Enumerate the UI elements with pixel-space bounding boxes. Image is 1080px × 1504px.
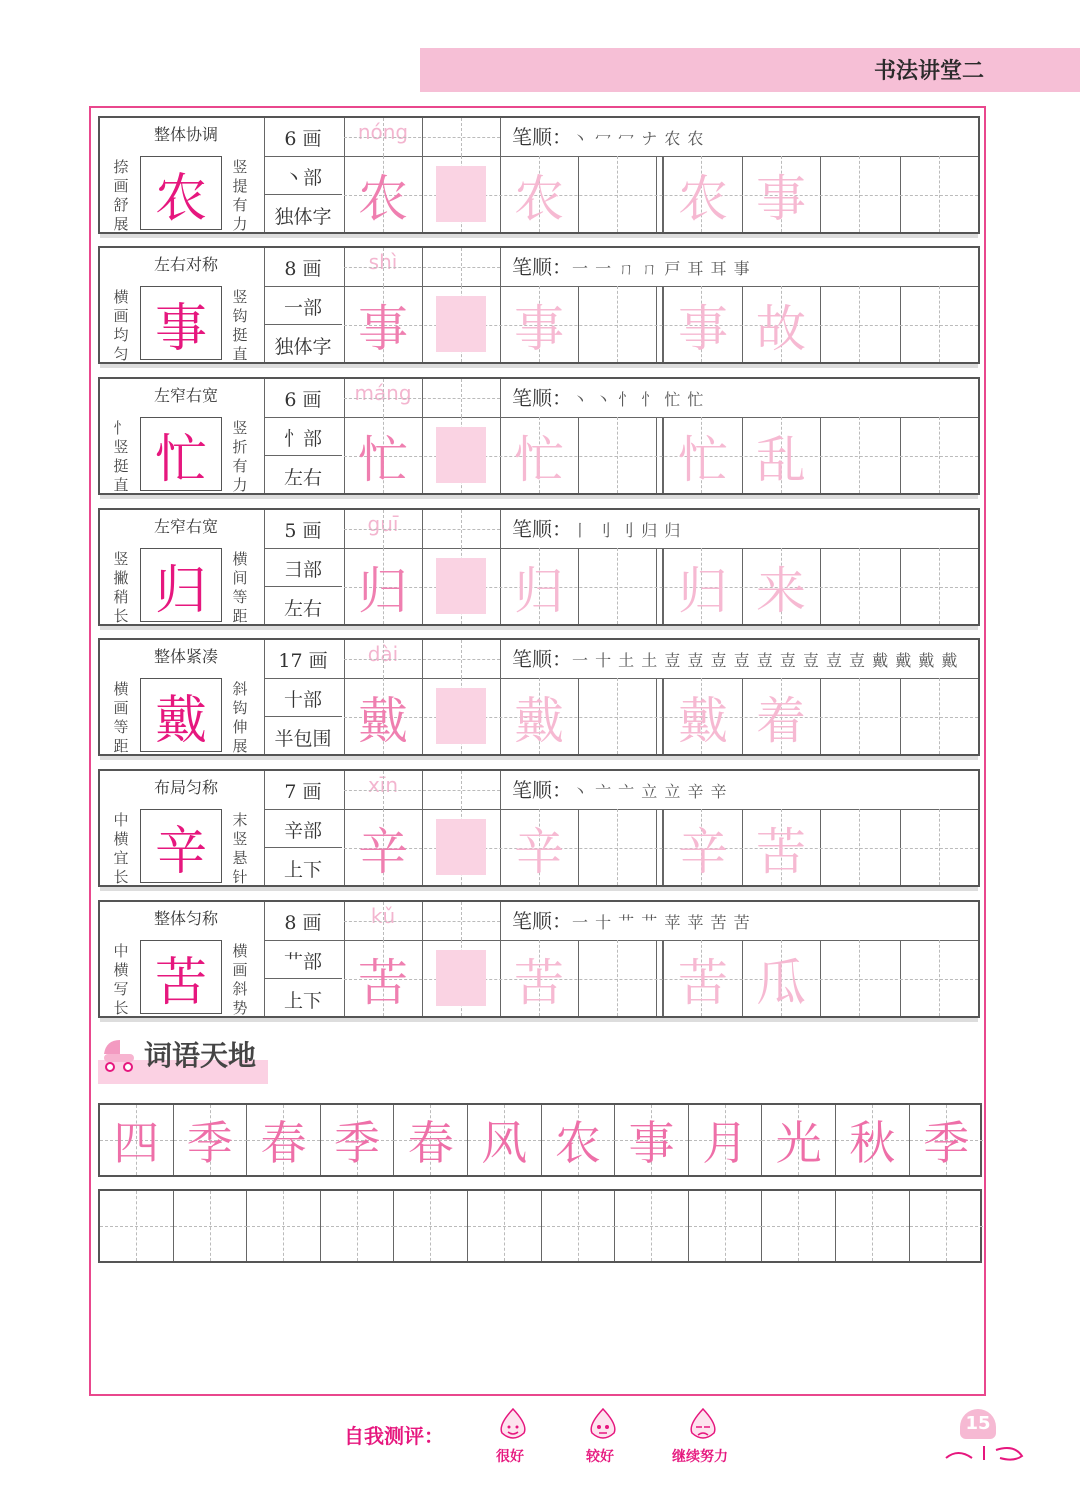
right-tip: 斜钩伸展	[232, 680, 248, 755]
stroke-count: 17 画	[278, 650, 328, 672]
word-char: 秋	[849, 1116, 896, 1170]
char-practice-row	[98, 638, 980, 756]
model-char: 苦	[154, 952, 207, 1013]
page-title: 书法讲堂二	[873, 59, 984, 84]
stroke-order-label: 笔顺：	[512, 386, 572, 410]
stroke-count: 5 画	[284, 520, 322, 542]
radical: 丶部	[283, 167, 322, 189]
radical: 十部	[283, 689, 322, 711]
shape-outline	[436, 296, 486, 352]
left-tip: 捺画舒展	[113, 158, 129, 233]
trace-char-bold: 忙	[358, 431, 408, 489]
rating-good: 较好	[586, 1449, 614, 1465]
pinyin: guī	[367, 512, 399, 536]
pinyin: shì	[368, 250, 398, 274]
smile-drop-icon[interactable]	[494, 1407, 532, 1441]
model-char-box	[140, 809, 222, 883]
trace-char-bold: 苦	[358, 954, 408, 1012]
trace-char: 农	[514, 170, 564, 228]
word-char: 春	[407, 1116, 454, 1170]
model-char-box	[140, 940, 222, 1014]
right-tip: 横画斜势	[232, 942, 248, 1017]
blank-cell[interactable]	[689, 1191, 763, 1261]
trace-char-bold: 辛	[358, 823, 408, 881]
structure: 独体字	[274, 336, 332, 358]
word-char-cell	[468, 1105, 542, 1175]
trace-char: 归	[514, 562, 564, 620]
stroke-order-label: 笔顺：	[512, 909, 572, 933]
stroke-order-label: 笔顺：	[512, 517, 572, 541]
trace-char: 事	[678, 300, 728, 358]
shape-outline	[436, 558, 486, 614]
right-tip: 末竖悬针	[232, 811, 248, 886]
word-char-cell	[394, 1105, 468, 1175]
word-char: 季	[334, 1116, 381, 1170]
left-tip: 忄竖挺直	[113, 419, 129, 494]
structure: 上下	[283, 859, 322, 881]
shape-outline	[436, 819, 486, 875]
trace-word-char: 着	[756, 692, 806, 750]
word-char-cell	[615, 1105, 689, 1175]
trace-word-char: 乱	[756, 431, 806, 489]
blank-cell[interactable]	[910, 1191, 984, 1261]
stroke-order-seq: 丶 亠 亠 立 立 辛 辛	[572, 782, 728, 801]
blank-cell[interactable]	[100, 1191, 174, 1261]
word-char-cell	[247, 1105, 321, 1175]
word-char-cell	[762, 1105, 836, 1175]
grass-decoration	[944, 1440, 1034, 1464]
trace-char-bold: 归	[358, 562, 408, 620]
blank-cell[interactable]	[542, 1191, 616, 1261]
feature-label: 整体匀称	[153, 909, 218, 928]
stroke-order	[512, 513, 681, 542]
word-char: 光	[775, 1116, 822, 1170]
shape-outline	[436, 688, 486, 744]
word-char: 季	[923, 1116, 970, 1170]
blank-cell[interactable]	[762, 1191, 836, 1261]
feature-label: 整体紧凑	[153, 647, 218, 666]
word-char: 季	[186, 1116, 233, 1170]
stroke-count: 7 画	[284, 781, 322, 803]
stroke-order	[512, 774, 728, 803]
stroke-order-seq: 丨 刂 刂 归 归	[572, 521, 682, 540]
char-practice-row	[98, 116, 980, 234]
left-tip: 横画均匀	[113, 288, 129, 363]
stroke-order-seq: 一 十 土 土 壴 壴 壴 壴 壴 壴 壴 壴 壴 戴 戴 戴 戴	[572, 651, 959, 670]
word-char-cell	[100, 1105, 174, 1175]
stroke-count: 8 画	[284, 912, 322, 934]
trace-char: 戴	[678, 692, 728, 750]
radical: 艹部	[283, 951, 322, 973]
word-char: 四	[113, 1116, 160, 1170]
self-eval-label: 自我测评：	[344, 1424, 444, 1448]
feature-label: 左窄右宽	[153, 386, 218, 405]
blank-cell[interactable]	[174, 1191, 248, 1261]
structure: 半包围	[274, 728, 332, 750]
right-tip: 竖折有力	[232, 419, 248, 494]
model-char: 戴	[154, 690, 207, 751]
word-char-cell	[174, 1105, 248, 1175]
model-char-box	[140, 548, 222, 622]
feature-label: 左右对称	[153, 255, 218, 274]
feature-label: 整体协调	[153, 125, 218, 144]
model-char: 忙	[154, 429, 207, 490]
radical: 一部	[283, 297, 322, 319]
blank-cell[interactable]	[321, 1191, 395, 1261]
stroke-order-seq: 丶 冖 冖 ナ 农 农	[572, 129, 705, 148]
char-practice-row	[98, 769, 980, 887]
stroke-order	[512, 251, 751, 280]
structure: 上下	[283, 990, 322, 1012]
trace-char-bold: 农	[358, 170, 408, 228]
left-tip: 中横写长	[113, 942, 129, 1017]
trace-char: 苦	[678, 954, 728, 1012]
pinyin: máng	[354, 381, 412, 405]
pinyin: kǔ	[370, 904, 396, 928]
structure: 独体字	[274, 206, 332, 228]
right-tip: 竖提有力	[232, 158, 248, 233]
blank-cell[interactable]	[247, 1191, 321, 1261]
model-char: 归	[154, 560, 207, 621]
word-char-cell	[542, 1105, 616, 1175]
feature-label: 左窄右宽	[153, 517, 218, 536]
model-char: 辛	[154, 821, 207, 882]
pinyin: nóng	[357, 120, 409, 144]
neutral-drop-icon[interactable]	[584, 1407, 622, 1441]
stroke-count: 6 画	[284, 389, 322, 411]
blank-cell[interactable]	[836, 1191, 910, 1261]
stroke-order-seq: 一 十 艹 艹 苹 苹 苦 苦	[572, 913, 751, 932]
trace-char: 归	[678, 562, 728, 620]
pinyin: dài	[367, 642, 399, 666]
stroke-order-label: 笔顺：	[512, 647, 572, 671]
stroke-order-seq: 一 一 ㄇ ㄇ 戸 耳 耳 事	[572, 259, 751, 278]
model-char: 农	[154, 168, 207, 229]
stroke-order	[512, 382, 704, 411]
sad-drop-icon[interactable]	[684, 1407, 722, 1441]
model-char-box	[140, 417, 222, 491]
trace-word-char: 苦	[756, 823, 806, 881]
header-band	[420, 48, 1080, 92]
left-tip: 横画等距	[113, 680, 129, 755]
word-grid-filled	[98, 1103, 982, 1177]
blank-cell[interactable]	[615, 1191, 689, 1261]
radical: 辛部	[283, 820, 322, 842]
radical: 彐部	[283, 559, 322, 581]
trace-char: 苦	[514, 954, 564, 1012]
trace-char: 农	[678, 170, 728, 228]
trace-char: 忙	[678, 431, 728, 489]
word-char: 月	[702, 1116, 749, 1170]
trace-char: 辛	[678, 823, 728, 881]
stroke-order-seq: 丶 丶 忄 忄 忙 忙	[572, 390, 705, 409]
shape-outline	[436, 427, 486, 483]
word-char: 农	[554, 1116, 601, 1170]
shape-outline	[436, 950, 486, 1006]
shape-outline	[436, 166, 486, 222]
trace-char: 戴	[514, 692, 564, 750]
words-section-title	[100, 1034, 256, 1074]
structure: 左右	[283, 598, 322, 620]
trace-word-char: 瓜	[756, 954, 806, 1012]
left-tip: 竖撇稍长	[113, 550, 129, 625]
right-tip: 竖钩挺直	[232, 288, 248, 363]
stroke-count: 6 画	[284, 128, 322, 150]
stroke-order	[512, 905, 751, 934]
trace-char: 辛	[514, 823, 564, 881]
word-char: 风	[481, 1116, 528, 1170]
stroke-order	[512, 121, 704, 150]
word-char-cell	[836, 1105, 910, 1175]
trace-char-bold: 戴	[358, 692, 408, 750]
stroke-order	[512, 643, 958, 672]
pinyin: xīn	[367, 773, 399, 797]
word-char: 春	[260, 1116, 307, 1170]
model-char-box	[140, 678, 222, 752]
right-tip: 横间等距	[232, 550, 248, 625]
stroke-order-label: 笔顺：	[512, 125, 572, 149]
feature-label: 布局匀称	[153, 778, 218, 797]
trace-word-char: 故	[756, 300, 806, 358]
radical: 忄部	[283, 428, 322, 450]
char-practice-row	[98, 377, 980, 495]
trace-char: 忙	[514, 431, 564, 489]
model-char-box	[140, 286, 222, 360]
trace-char: 事	[514, 300, 564, 358]
page-number: 15	[960, 1409, 996, 1439]
word-char-cell	[321, 1105, 395, 1175]
stroke-count: 8 画	[284, 258, 322, 280]
trace-char-bold: 事	[358, 300, 408, 358]
rating-keep-trying: 继续努力	[672, 1449, 728, 1465]
stroke-order-label: 笔顺：	[512, 255, 572, 279]
structure: 左右	[283, 467, 322, 489]
word-char-cell	[689, 1105, 763, 1175]
trace-word-char: 来	[756, 562, 806, 620]
word-char-cell	[910, 1105, 984, 1175]
word-grid-blank	[98, 1189, 982, 1263]
model-char: 事	[154, 298, 207, 359]
model-char-box	[140, 156, 222, 230]
char-practice-row	[98, 508, 980, 626]
blank-cell[interactable]	[468, 1191, 542, 1261]
char-practice-row	[98, 246, 980, 364]
blank-cell[interactable]	[394, 1191, 468, 1261]
char-practice-row	[98, 900, 980, 1018]
words-title-text: 词语天地	[144, 1039, 257, 1072]
word-char: 事	[628, 1116, 675, 1170]
trace-word-char: 事	[756, 170, 806, 228]
stroke-order-label: 笔顺：	[512, 778, 572, 802]
left-tip: 中横宜长	[113, 811, 129, 886]
rating-very-good: 很好	[496, 1449, 524, 1465]
